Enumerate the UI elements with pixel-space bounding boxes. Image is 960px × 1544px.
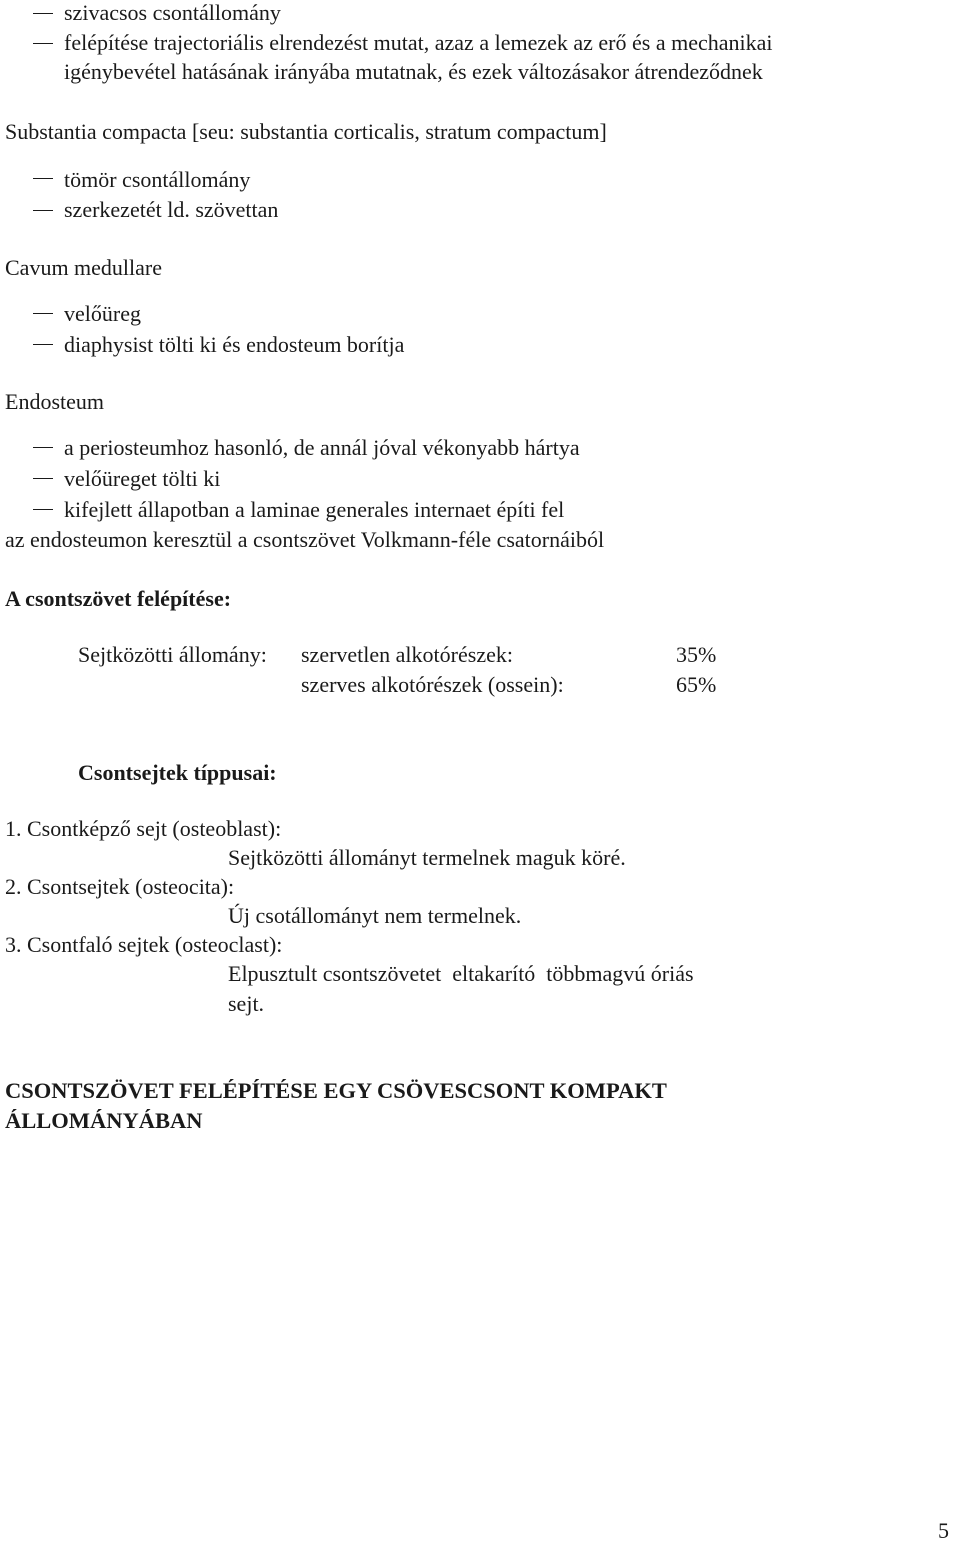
bullet-dash (33, 344, 53, 345)
composition-label: Sejtközötti állomány: (78, 642, 267, 667)
bullet-text: diaphysist tölti ki és endosteum borítja (64, 332, 405, 357)
bullet-dash (33, 210, 53, 211)
composition-row-value: 65% (676, 672, 717, 697)
bullet-dash (33, 447, 53, 448)
section-heading-endosteum: Endosteum (5, 389, 104, 414)
cell-type-description: sejt. (228, 991, 265, 1016)
section-heading-cells: Csontsejtek típpusai: (78, 760, 277, 785)
bullet-text: szivacsos csontállomány (64, 0, 281, 25)
bullet-text: kifejlett állapotban a laminae generales internaet építi fel (64, 497, 565, 522)
cell-type-title: 1. Csontképző sejt (osteoblast): (5, 816, 282, 841)
final-heading: CSONTSZÖVET FELÉPÍTÉSE EGY CSÖVESCSONT KOMPAKT (5, 1078, 667, 1103)
cell-type-description: Sejtközötti állományt termelnek maguk köré. (228, 845, 626, 870)
composition-row-value: 35% (676, 642, 717, 667)
bullet-text: szerkezetét ld. szövettan (64, 197, 279, 222)
endosteum-note: az endosteumon keresztül a csontszövet Volkmann-féle csatornáiból (5, 527, 605, 552)
final-heading-continued: ÁLLOMÁNYÁBAN (5, 1108, 203, 1133)
cell-type-title: 2. Csontsejtek (osteocita): (5, 874, 235, 899)
page-number: 5 (938, 1518, 949, 1543)
cell-type-title: 3. Csontfaló sejtek (osteoclast): (5, 932, 283, 957)
composition-row-name: szervetlen alkotórészek: (301, 642, 513, 667)
bullet-text: tömör csontállomány (64, 167, 251, 192)
bullet-text-continued: igénybevétel hatásának irányába mutatnak, és ezek változásakor átrendeződnek (64, 59, 763, 84)
bullet-text: a periosteumhoz hasonló, de annál jóval vékonyabb hártya (64, 435, 580, 460)
bullet-text: felépítése trajectoriális elrendezést mutat, azaz a lemezek az erő és a mechanikai (64, 30, 773, 55)
bullet-dash (33, 509, 53, 510)
section-heading-cavum: Cavum medullare (5, 255, 163, 280)
composition-row-name: szerves alkotórészek (ossein): (301, 672, 564, 697)
bullet-dash (33, 313, 53, 314)
bullet-text: velőüreget tölti ki (64, 466, 221, 491)
section-heading-compacta: Substantia compacta [seu: substantia corticalis, stratum compactum] (5, 119, 607, 144)
bullet-dash (33, 478, 53, 479)
bullet-dash (33, 43, 53, 44)
bullet-dash (33, 13, 53, 14)
cell-type-description: Új csotállományt nem termelnek. (228, 903, 522, 928)
cell-type-description: Elpusztult csontszövetet eltakarító többmagvú óriás (228, 961, 694, 986)
bullet-dash (33, 178, 53, 179)
section-heading-structure: A csontszövet felépítése: (5, 586, 232, 611)
bullet-text: velőüreg (64, 301, 141, 326)
